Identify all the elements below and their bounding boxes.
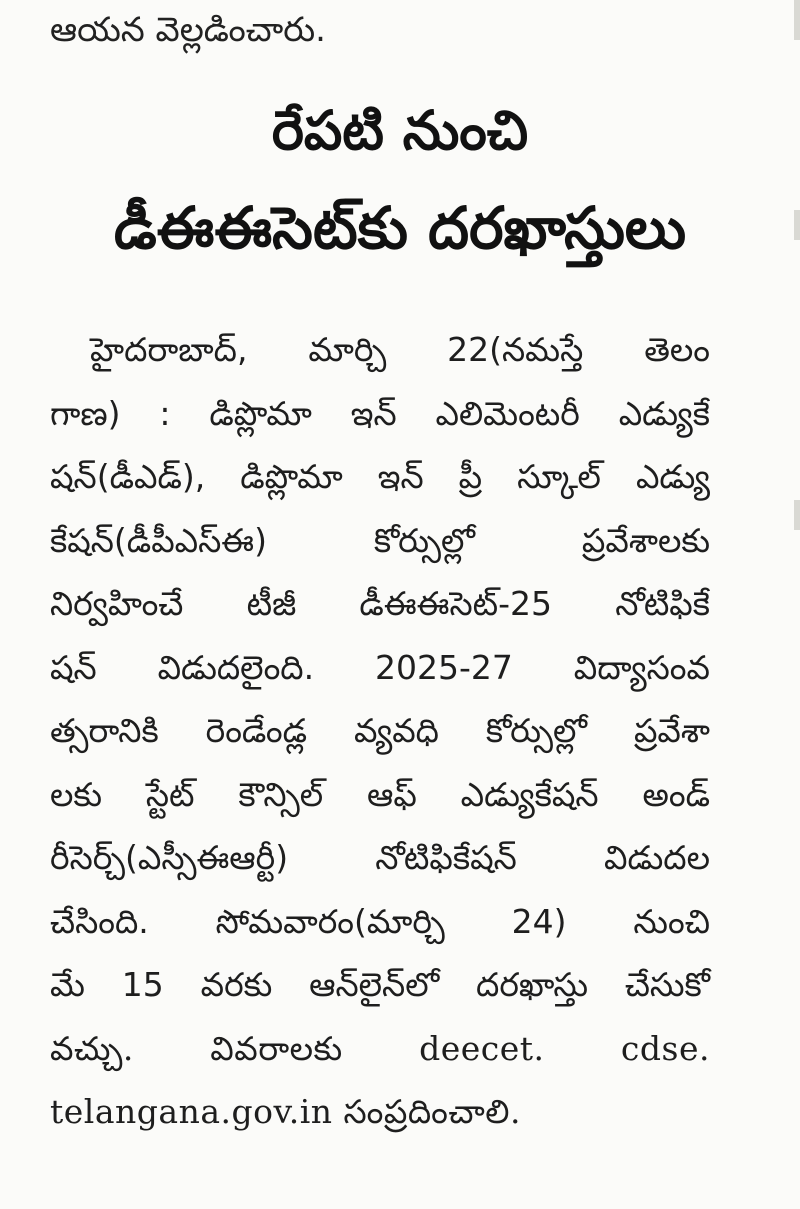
article-line: చేసింది. సోమవారం(మార్చి 24) నుంచి — [50, 901, 710, 941]
previous-article-fragment: ఆయన వెల్లడించారు. — [50, 10, 326, 50]
article-line: త్సరానికి రెండేండ్ల వ్యవధి కోర్సుల్లో ప్రవేశా — [50, 711, 710, 750]
article-line: హైదరాబాద్, మార్చి 22(నమస్తే తెలం — [90, 330, 710, 369]
right-edge-mark — [794, 0, 800, 40]
right-edge-mark — [794, 500, 800, 530]
article-line: గాణ) : డిప్లొమా ఇన్ ఎలిమెంటరీ ఎడ్యుకే — [50, 393, 710, 433]
article-line: కేషన్(డీపీఎస్ఈ) కోర్సుల్లో ప్రవేశాలకు — [50, 520, 710, 560]
article-line: వచ్చు. వివరాలకు deecet. cdse. — [50, 1028, 710, 1068]
article-line: షన్ విడుదలైంది. 2025-27 విద్యాసంవ — [50, 647, 710, 687]
article-line: షన్(డీఎడ్), డిప్లొమా ఇన్ ప్రీ స్కూల్ ఎడ్యు — [50, 457, 710, 496]
headline-line-2: డీఈఈసెట్‌కు దరఖాస్తులు — [113, 194, 687, 262]
headline-line-1: రేపటి నుంచి — [271, 99, 529, 162]
article-line: నిర్వహించే టీజీ డీఈఈసెట్-25 నోటిఫికే — [50, 584, 710, 623]
article-line: రీసెర్చ్(ఎస్సీఈఆర్టీ) నోటిఫికేషన్ విడుదల — [50, 838, 710, 877]
article-line: మే 15 వరకు ఆన్‌లైన్‌లో దరఖాస్తు చేసుకో — [50, 965, 710, 1004]
article-line: telangana.gov.in సంప్రదించాలి. — [50, 1092, 521, 1131]
article-body — [50, 318, 710, 1144]
right-edge-mark — [794, 210, 800, 240]
article-line: లకు స్టేట్ కౌన్సిల్ ఆఫ్ ఎడ్యుకేషన్ అండ్ — [50, 774, 710, 814]
